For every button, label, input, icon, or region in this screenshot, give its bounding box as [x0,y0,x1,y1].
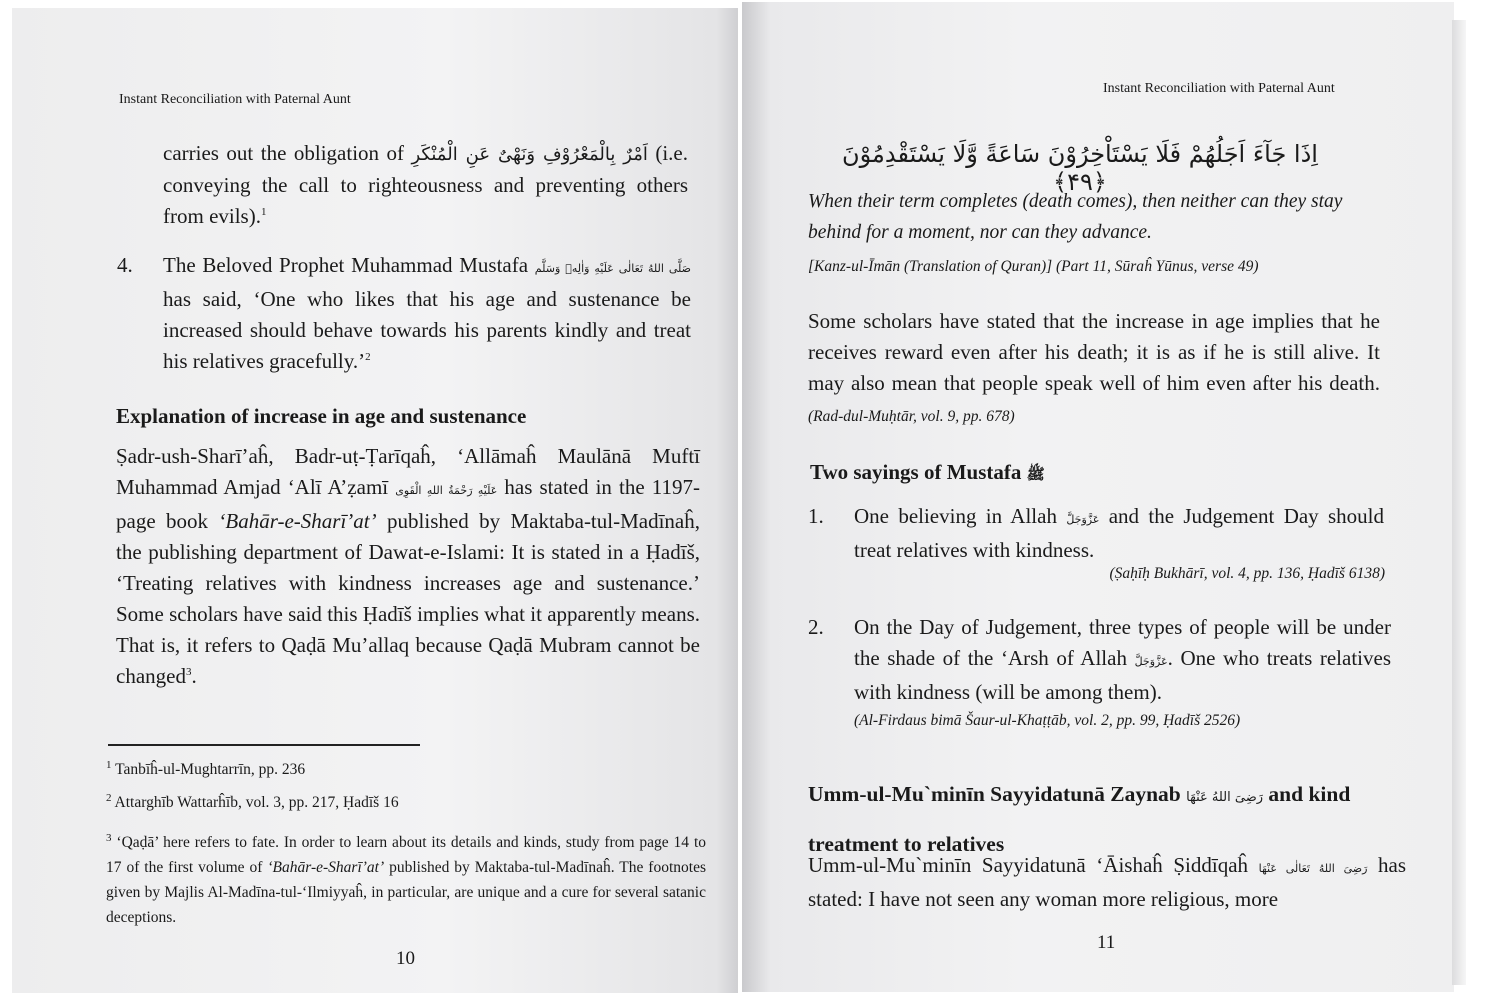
honorific-glyph: رَضِیَ اللهُ عَنْهَا [1186,790,1264,805]
footnote-text: Tanbīĥ-ul-Mughtarrīn, pp. 236 [115,761,306,778]
page-number-left: 10 [396,948,415,969]
footnote-3 [106,830,706,930]
para-end: . [191,664,197,688]
saying-1 [808,501,1385,566]
saying-text: On the Day of Judgement, three types of people will be under the shade of the ‘Arsh of Allah [854,615,1391,670]
footnote-1 [106,757,706,782]
quran-verse-arabic: اِذَا جَآءَ اَجَلُهُمْ فَلَا یَسْتَاْخِرُوْنَ سَاعَةً وَّلَا یَسْتَقْدِمُوْنَ ﴿۴۹﴾ [842,140,1318,196]
footnote-ref: 1 [260,206,267,218]
aishah-paragraph [808,850,1406,915]
verse-translation: When their term completes (death comes), then neither can they stay behind for a moment, nor can they advance. [808,191,1343,243]
intro-paragraph [163,138,688,232]
para-text: Umm-ul-Mu`minīn Sayyidatunā ‘Āishaĥ Ṣiddīqaĥ [808,853,1249,877]
heading-text: Two sayings of Mustafa [810,460,1022,484]
footnote-number: 1 [106,758,112,771]
honorific-glyph: عَلَيْهِ رَحْمَةُ اللهِ الْقَوِى [395,484,498,497]
honorific-glyph: صَلَّى اللهُ تَعَالٰى عَلَيْهِ وَاٰلِهٖ وَسَلَّم [534,262,691,275]
footnote-number: 3 [106,831,112,844]
honorific-glyph: عَزَّوَجَلَّ [1066,513,1100,526]
footnote-number: 2 [106,791,112,804]
saying-1-citation: (Ṣaḥīḥ Bukhārī, vol. 4, pp. 136, Ḥadīš 6138) [1109,565,1385,582]
running-header-left: Instant Reconciliation with Paternal Aunt [119,92,351,107]
saying-text: One believing in Allah [854,504,1057,528]
sayings-heading [810,460,1045,487]
footnote-2 [106,790,706,815]
footnote-text: Attarghīb Wattarĥīb, vol. 3, pp. 217, Ḥadīš 16 [114,794,399,811]
honorific-glyph: عَزَّوَجَلَّ [1134,655,1168,668]
explanation-paragraph [116,441,700,692]
book-title: ‘Bahār-e-Sharī’at’ [267,859,385,876]
heading-text-cont: and kind treatment to relatives [808,782,1351,856]
running-header-right: Instant Reconciliation with Paternal Aunt [1103,81,1335,96]
saying-text-cont: . One who treats relatives with kindness (will be among them). [854,646,1392,704]
saying-2-citation: (Al-Firdaus bimā Šaur-ul-Khaṭṭāb, vol. 2, pp. 99, Ḥadīš 2526) [854,712,1241,729]
para-text: Ṣadr-ush-Sharī’aĥ, Badr-uṭ-Ṭarīqaĥ, ‘Allāmaĥ Maulānā Muftī Muhammad Amjad ‘Alī A’ẓamī [116,444,700,499]
footnote-ref: 3 [185,666,192,678]
footnote-text-cont: published by Maktaba-tul-Madīnaĥ. The footnotes given by Majlis Al-Madīna-tul-‘Ilmiyyaĥ, in particular, are unique and a cure for several satanic deceptions. [106,859,706,926]
saying-text-cont: and the Judgement Day should treat relatives with kindness. [854,504,1385,562]
para-citation: (Rad-dul-Muḥtār, vol. 9, pp. 678) [808,408,1015,425]
heading-text: Umm-ul-Mu`minīn Sayyidatunā Zaynab [808,782,1181,806]
list-number: 2. [808,615,824,639]
footnote-ref: 2 [365,351,371,363]
section-heading: Explanation of increase in age and sustenance [116,404,527,428]
page-edges [1452,20,1466,985]
honorific-glyph: ﷺ [1026,465,1045,483]
verse-citation: [Kanz-ul-Īmān (Translation of Quran)] (Part 11, Sūraĥ Yūnus, verse 49) [808,258,1259,275]
honorific-glyph: رَضِیَ اللهُ تَعَالٰی عَنْهَا [1258,862,1368,875]
book-title: ‘Bahār-e-Sharī’at’ [218,509,377,533]
para-text-mid: has stated in the 1197-page book [116,475,700,533]
intro-text-cont: (i.e. conveying the call to righteousness and preventing others from evils). [163,141,689,228]
list-number: 4. [117,253,133,277]
intro-text: carries out the obligation of [163,141,405,165]
item-text: The Beloved Prophet Muhammad Mustafa [163,253,529,277]
list-item-4 [117,250,691,377]
saying-2 [808,612,1392,708]
list-number: 1. [808,504,824,528]
para-text: Some scholars have stated that the increase in age implies that he receives reward even after his death; it is as if he is still alive. It may also mean that people speak well of him even after his death. [808,309,1380,395]
para-text-cont: has stated: I have not seen any woman more religious, more [808,853,1407,911]
arabic-phrase: اَمْرٌ بِالْمَعْرُوْفِ وَنَهْیٌ عَنِ الْمُنْكَرِ [411,144,648,165]
scholars-paragraph [808,306,1380,432]
para-text-cont: published by Maktaba-tul-Madīnaĥ, the publishing department of Dawat-e-Islami: It is stated in a Ḥadīš, ‘Treating relatives with kindness increases age and sustenance.’ Some scholars have said this Ḥadīš implies what it apparently means. That is, it refers to Qaḍā Mu’allaq because Qaḍā Mubram cannot be changed [116,509,700,688]
footnote-text: ‘Qaḍā’ here refers to fate. In order to learn about its details and kinds, study from page 14 to 17 of the first volume of [106,834,706,876]
page-number-right: 11 [1097,932,1116,953]
item-text-cont: has said, ‘One who likes that his age and sustenance be increased should behave towards his parents kindly and treat his relatives gracefully.’ [163,287,691,373]
footnote-divider [108,744,420,746]
